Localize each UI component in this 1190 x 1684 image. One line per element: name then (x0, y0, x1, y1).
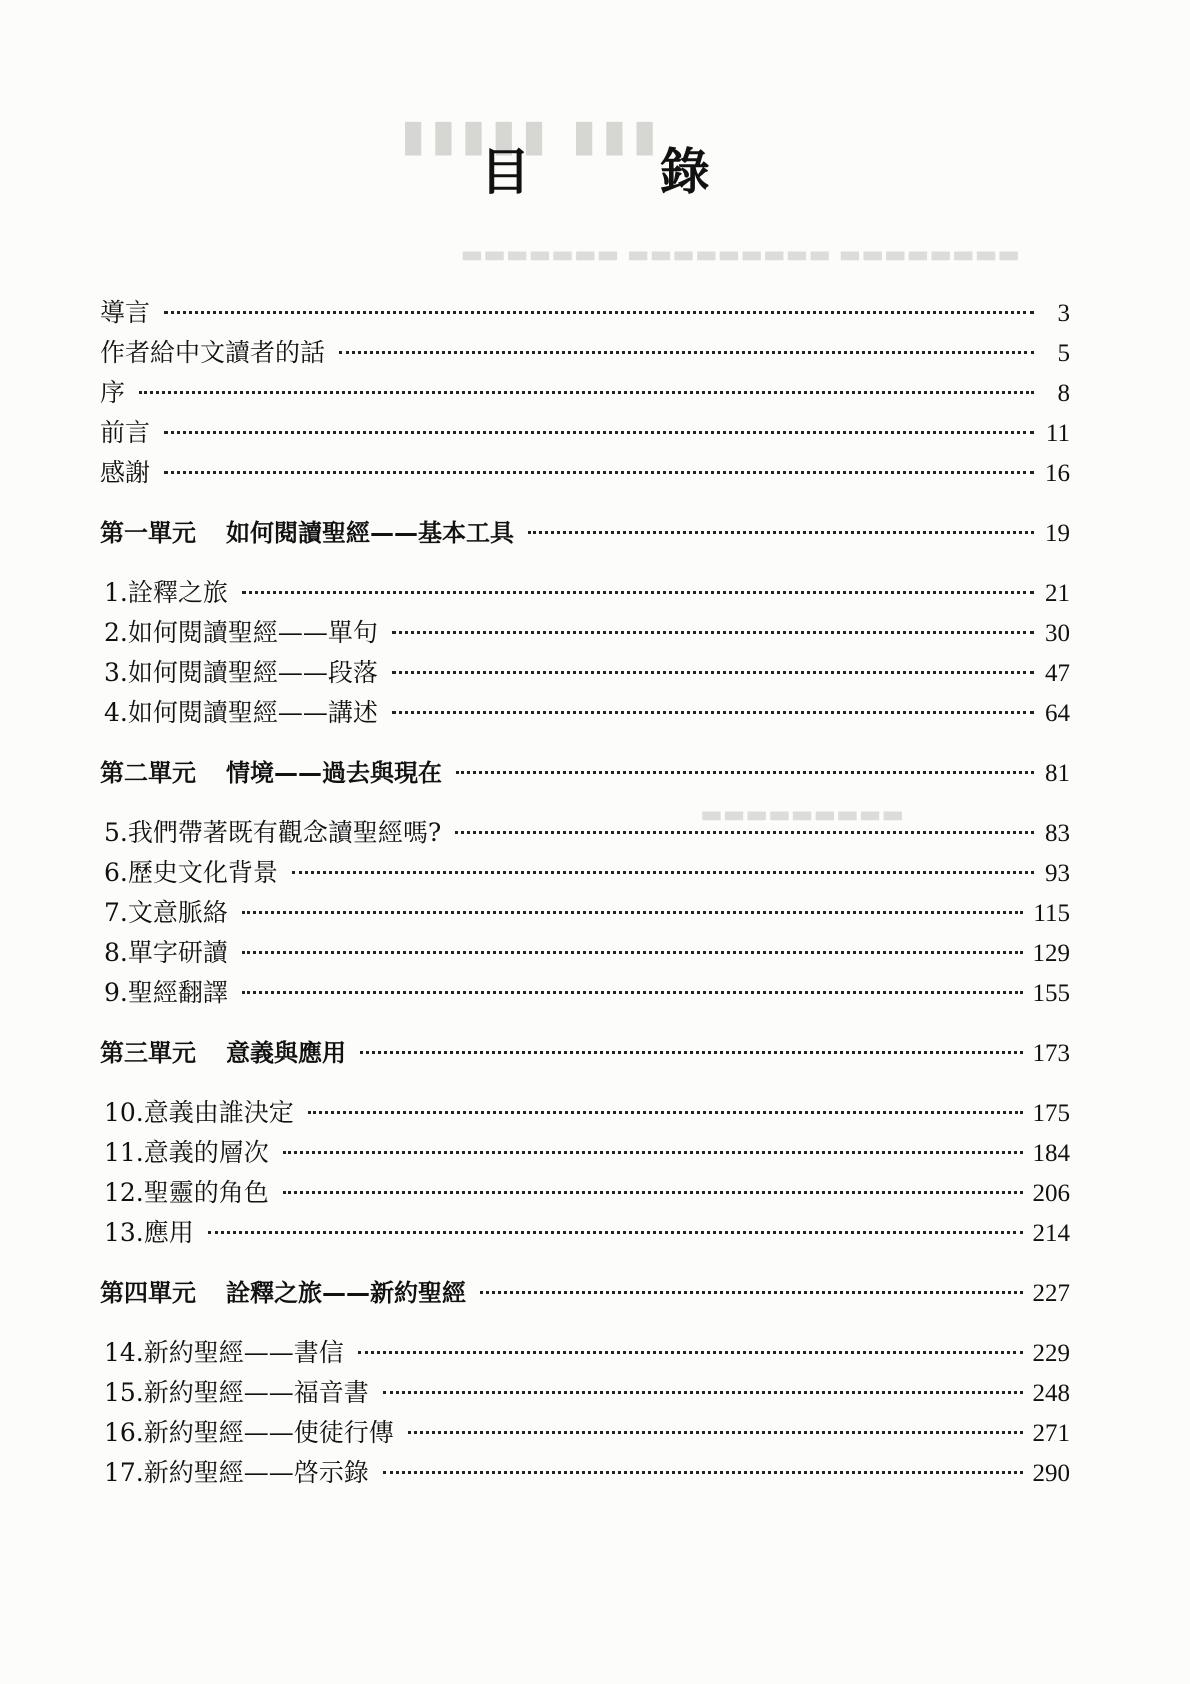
unit-title: 如何閱讀聖經——基本工具 (226, 519, 514, 547)
toc-entry[interactable] (100, 1173, 1070, 1213)
toc-entry-label: 8.單字研讀 (104, 938, 228, 967)
dot-leader (208, 1231, 1023, 1234)
toc-unit-heading[interactable] (100, 753, 1070, 793)
dot-leader (164, 431, 1034, 434)
toc-entry[interactable] (100, 1333, 1070, 1373)
toc-entry[interactable] (100, 1453, 1070, 1493)
toc-entry[interactable] (100, 413, 1070, 453)
dot-leader (456, 771, 1034, 774)
toc-entry-label: 13.應用 (104, 1218, 194, 1247)
toc-page-number: 175 (1032, 1100, 1070, 1127)
toc-page-number: 64 (1045, 700, 1070, 727)
toc-page-number: 214 (1032, 1220, 1070, 1247)
dot-leader (383, 1391, 1023, 1394)
toc-entry-label: 1.詮釋之旅 (104, 578, 228, 607)
toc-page-number: 115 (1033, 900, 1070, 927)
toc-entry-label: 6.歷史文化背景 (104, 858, 278, 887)
dot-leader (360, 1051, 1023, 1054)
unit-number: 第三單元 (100, 1039, 196, 1067)
toc-entry-label: 作者給中文讀者的話 (100, 338, 326, 367)
toc-entry-label: 2.如何閱讀聖經——單句 (104, 618, 378, 647)
toc-entry[interactable] (100, 333, 1070, 373)
toc-page-number: 11 (1045, 420, 1070, 447)
toc-page-number: 184 (1032, 1140, 1070, 1167)
toc-entry-label: 10.意義由誰決定 (104, 1098, 294, 1127)
show-through-decoration: ▬▬▬▬▬▬▬▬▬ (700, 800, 905, 828)
toc-entry-label: 17.新約聖經——啓示錄 (104, 1458, 369, 1487)
toc-entry-label: 4.如何閱讀聖經——講述 (104, 698, 378, 727)
toc-entry-label: 9.聖經翻譯 (104, 978, 228, 1007)
toc-entry[interactable] (100, 1133, 1070, 1173)
dot-leader (392, 671, 1034, 674)
toc-page-number: 129 (1032, 940, 1070, 967)
toc-entry-label: 3.如何閱讀聖經——段落 (104, 658, 378, 687)
unit-title: 意義與應用 (226, 1039, 346, 1067)
dot-leader (392, 711, 1034, 714)
toc-page-number: 229 (1032, 1340, 1070, 1367)
toc-entry-label: 16.新約聖經——使徒行傳 (104, 1418, 394, 1447)
toc-entry-label: 導言 (100, 298, 151, 327)
unit-title: 情境——過去與現在 (226, 759, 442, 787)
dot-leader (383, 1471, 1023, 1474)
toc-entry[interactable] (100, 1213, 1070, 1253)
toc-page-number: 93 (1045, 860, 1070, 887)
show-through-decoration: ▬▬▬▬▬▬▬▬ ▬▬▬▬▬▬▬▬▬ ▬▬▬▬▬▬▬ (460, 240, 1020, 268)
toc-unit-heading[interactable] (100, 1273, 1070, 1313)
toc-page-number: 8 (1057, 380, 1070, 407)
toc-entry-label: 序 (100, 378, 126, 407)
toc-page-number: 81 (1045, 760, 1070, 787)
dot-leader (164, 471, 1034, 474)
dot-leader (308, 1111, 1023, 1114)
dot-leader (242, 991, 1023, 994)
toc-entry-label: 12.聖靈的角色 (104, 1178, 269, 1207)
toc-entry[interactable] (100, 1093, 1070, 1133)
toc-page-number: 30 (1045, 620, 1070, 647)
dot-leader (480, 1291, 1023, 1294)
unit-title: 詮釋之旅——新約聖經 (226, 1279, 466, 1307)
toc-entry[interactable] (100, 373, 1070, 413)
toc-entry-label: 7.文意脈絡 (104, 898, 228, 927)
toc-page-number: 227 (1032, 1280, 1070, 1307)
toc-page-number: 83 (1045, 820, 1070, 847)
toc-unit-heading[interactable] (100, 513, 1070, 553)
toc-page-number: 173 (1032, 1040, 1070, 1067)
toc-entry[interactable] (100, 653, 1070, 693)
toc-entry[interactable] (100, 893, 1070, 933)
toc-page-number: 19 (1045, 520, 1070, 547)
toc-page-number: 5 (1057, 340, 1070, 367)
toc-page-number: 206 (1032, 1180, 1070, 1207)
unit-number: 第二單元 (100, 759, 196, 787)
toc-entry-label: 11.意義的層次 (104, 1138, 269, 1167)
page-title: 目 錄 (480, 143, 766, 201)
unit-number: 第四單元 (100, 1279, 196, 1307)
toc-entry[interactable] (100, 813, 1070, 853)
toc-page-number: 248 (1032, 1380, 1070, 1407)
dot-leader (164, 311, 1034, 314)
toc-page-number: 47 (1045, 660, 1070, 687)
toc-page-number: 155 (1032, 980, 1070, 1007)
dot-leader (283, 1151, 1023, 1154)
toc-page-number: 16 (1045, 460, 1070, 487)
toc-entry[interactable] (100, 453, 1070, 493)
toc-page-number: 21 (1045, 580, 1070, 607)
toc-entry-label: 感謝 (100, 458, 151, 487)
toc-entry[interactable] (100, 853, 1070, 893)
toc-entry-label: 5.我們帶著既有觀念讀聖經嗎? (104, 818, 442, 847)
toc-entry-label: 14.新約聖經——書信 (104, 1338, 344, 1367)
toc-entry[interactable] (100, 973, 1070, 1013)
toc-entry[interactable] (100, 1413, 1070, 1453)
toc-entry[interactable] (100, 613, 1070, 653)
dot-leader (242, 951, 1023, 954)
toc-entry[interactable] (100, 573, 1070, 613)
show-through-decoration: ▮▮▮ ▮▮▮▮▮ (395, 110, 657, 161)
toc-unit-heading[interactable] (100, 1033, 1070, 1073)
dot-leader (242, 591, 1034, 594)
dot-leader (283, 1191, 1023, 1194)
dot-leader (242, 911, 1024, 914)
dot-leader (339, 351, 1034, 354)
dot-leader (358, 1351, 1023, 1354)
toc-entry[interactable] (100, 1373, 1070, 1413)
dot-leader (408, 1431, 1023, 1434)
toc-entry[interactable] (100, 933, 1070, 973)
unit-number: 第一單元 (100, 519, 196, 547)
dot-leader (139, 391, 1034, 394)
toc-entry-label: 前言 (100, 418, 151, 447)
toc-page-number: 290 (1032, 1460, 1070, 1487)
toc-entry[interactable] (100, 693, 1070, 733)
dot-leader (392, 631, 1034, 634)
toc-page-number: 3 (1057, 300, 1070, 327)
toc-page-number: 271 (1032, 1420, 1070, 1447)
dot-leader (292, 871, 1034, 874)
dot-leader (528, 531, 1034, 534)
toc-entry-label: 15.新約聖經——福音書 (104, 1378, 369, 1407)
toc-entry[interactable] (100, 293, 1070, 333)
dot-leader (455, 831, 1034, 834)
